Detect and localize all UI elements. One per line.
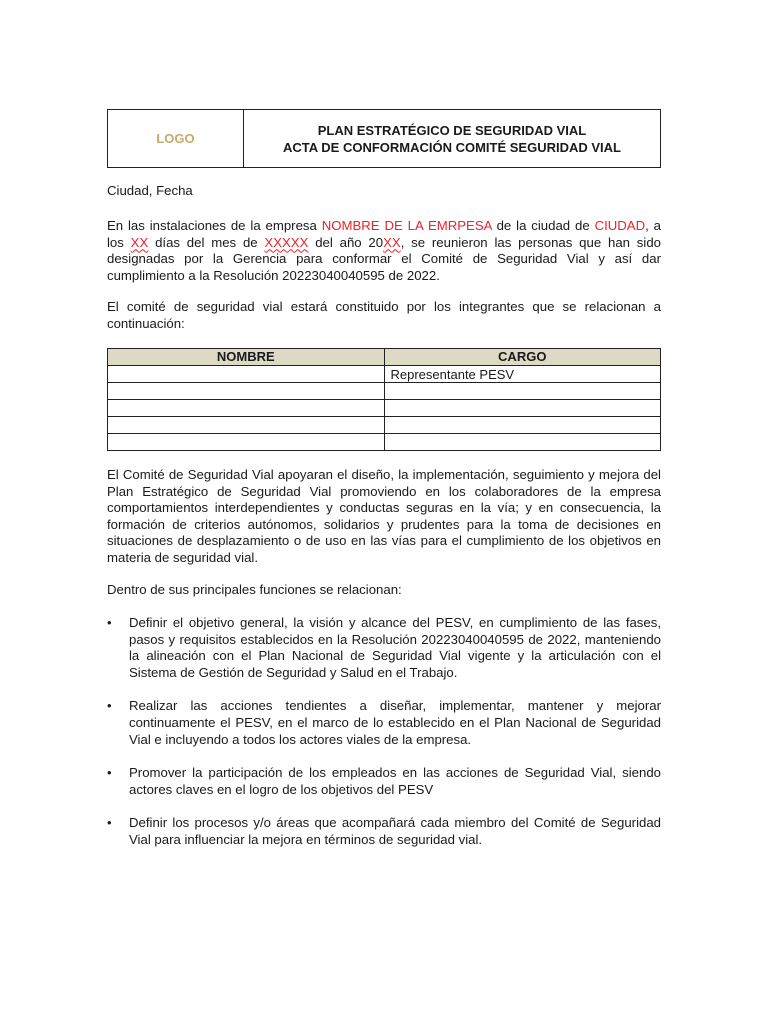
- function-text: Promover la participación de los empleados en las acciones de Seguridad Vial, siendo actores claves en el logro de los objetivos del PESV: [129, 765, 661, 797]
- city-placeholder: CIUDAD: [594, 218, 646, 233]
- title-line-2: ACTA DE CONFORMACIÓN COMITÉ SEGURIDAD VIAL: [283, 139, 621, 155]
- intro-text-5: del año 20: [308, 234, 384, 250]
- members-table: [107, 348, 661, 451]
- intro-text-1: En las instalaciones de la empresa: [107, 218, 322, 233]
- table-cell: [108, 366, 385, 383]
- year-placeholder: XX: [383, 234, 401, 250]
- table-cell: [384, 434, 661, 451]
- company-name-placeholder: NOMBRE DE LA EMRPESA: [321, 218, 492, 233]
- intro-text-4: días del mes de: [148, 234, 265, 250]
- logo-placeholder: LOGO: [108, 110, 244, 167]
- table-cell: [384, 383, 661, 400]
- intro-text-6: , se reunieron las personas que han sido designadas por la Gerencia para conformar el Comité de Seguridad Vial y así dar cumplimiento a la Resolución 20223040040595 de 2022.: [107, 234, 661, 283]
- functions-list: [107, 615, 661, 866]
- table-row: [108, 417, 661, 434]
- bullet-icon: •: [107, 815, 112, 831]
- list-item: [107, 698, 661, 748]
- table-row: [108, 383, 661, 400]
- intro-text-2: de la ciudad de: [491, 218, 595, 233]
- list-item: [107, 765, 661, 798]
- bullet-icon: •: [107, 765, 112, 781]
- functions-intro: Dentro de sus principales funciones se relacionan:: [107, 582, 402, 597]
- column-header-cargo: CARGO: [384, 349, 661, 366]
- committee-intro: El comité de seguridad vial estará constituido por los integrantes que se relacionan a continuación:: [107, 299, 661, 331]
- table-cell: [108, 417, 385, 434]
- table-row: [108, 434, 661, 451]
- table-cell: Representante PESV: [384, 366, 661, 383]
- title-line-1: PLAN ESTRATÉGICO DE SEGURIDAD VIAL: [317, 122, 587, 138]
- document-title: [244, 110, 660, 167]
- table-cell: [384, 417, 661, 434]
- table-row: [108, 400, 661, 417]
- function-text: Definir los procesos y/o áreas que acompañará cada miembro del Comité de Seguridad Vial para influenciar la mejora en términos de seguridad vial.: [129, 815, 661, 847]
- intro-text-3: , a los: [107, 218, 661, 250]
- table-cell: [384, 400, 661, 417]
- members-table-header: [108, 349, 661, 366]
- function-text: Definir el objetivo general, la visión y alcance del PESV, en cumplimiento de las fases, pasos y requisitos establecidos en la Resolución 20223040040595 de 2022, manteniendo la alineación con el Plan Nacional de Seguridad Vial vigente y la articulación con el Sistema de Gestión de Seguridad y Salud en el Trabajo.: [129, 615, 661, 680]
- function-text: Realizar las acciones tendientes a diseñar, implementar, mantener y mejorar continuamente el PESV, en el marco de lo establecido en el Plan Nacional de Seguridad Vial e incluyendo a todos los actores viales de la empresa.: [129, 698, 661, 747]
- table-cell: [108, 400, 385, 417]
- bullet-icon: •: [107, 698, 112, 714]
- month-placeholder: XXXXX: [264, 234, 309, 250]
- bullet-icon: •: [107, 615, 112, 630]
- days-placeholder: XX: [130, 234, 149, 250]
- table-cell: [108, 383, 385, 400]
- committee-description: El Comité de Seguridad Vial apoyaran el diseño, la implementación, seguimiento y mejora del Plan Estratégico de Seguridad Vial promoviendo en los colaboradores de la empresa comportamientos interdependientes y conductas seguras en la vía; y en consecuencia, la formación de criterios autónomos, solidarios y prudentes para la toma de decisiones en situaciones de desplazamiento o de uso en las vías para el cumplimiento de los objetivos en materia de seguridad vial.: [107, 467, 661, 565]
- header-table: [107, 109, 661, 168]
- list-item: [107, 815, 661, 848]
- intro-paragraph: [107, 218, 661, 284]
- city-date: Ciudad, Fecha: [107, 183, 193, 198]
- table-cell: [108, 434, 385, 451]
- list-item: [107, 615, 661, 681]
- column-header-nombre: NOMBRE: [108, 349, 385, 366]
- table-row: [108, 366, 661, 383]
